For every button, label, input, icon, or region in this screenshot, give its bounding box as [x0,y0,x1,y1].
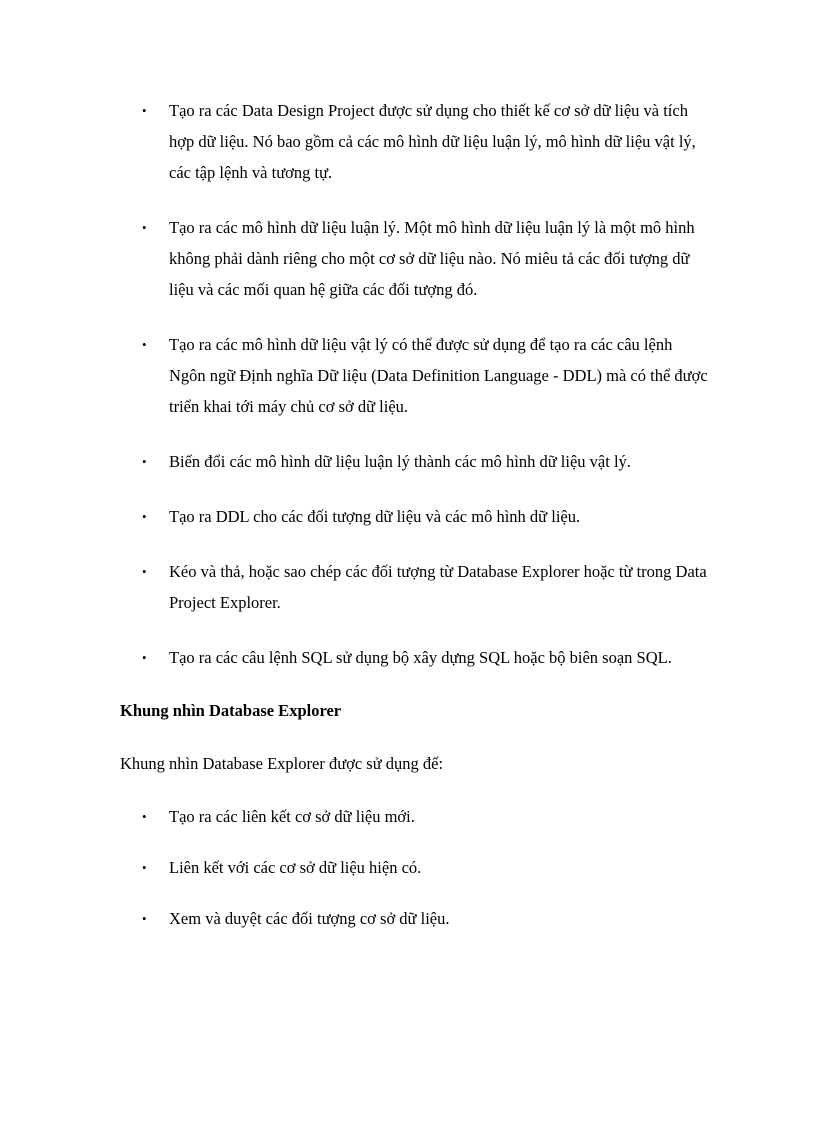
list-item [120,501,710,532]
list-item-text: Tạo ra các liên kết cơ sở dữ liệu mới. [169,807,415,826]
bullet-icon: • [142,220,147,235]
section-intro: Khung nhìn Database Explorer được sử dụng để: [120,754,444,773]
bullet-icon: • [142,103,147,118]
section-heading: Khung nhìn Database Explorer [120,701,342,720]
bullet-icon: • [142,809,147,824]
bullet-icon: • [142,454,147,469]
list-item [120,801,710,832]
list-item-text: Liên kết với các cơ sở dữ liệu hiện có. [169,858,422,877]
list-item-text: Tạo ra các mô hình dữ liệu vật lý có thể được sử dụng để tạo ra các câu lệnh Ngôn ngữ Định nghĩa Dữ liệu (Data Definition Language - DDL) mà có thể được triển khai tới máy chủ cơ sở dữ liệu. [169,335,708,416]
feature-bullet-list [120,95,710,673]
list-item [120,212,710,305]
list-item-text: Tạo ra các câu lệnh SQL sử dụng bộ xây dựng SQL hoặc bộ biên soạn SQL. [169,648,672,667]
list-item [120,903,710,934]
list-item-text: Tạo ra các Data Design Project được sử dụng cho thiết kế cơ sở dữ liệu và tích hợp dữ liệu. Nó bao gồm cả các mô hình dữ liệu luận lý, mô hình dữ liệu vật lý, các tập lệnh và tương tự. [169,101,696,182]
list-item-text: Tạo ra các mô hình dữ liệu luận lý. Một mô hình dữ liệu luận lý là một mô hình không phải dành riêng cho một cơ sở dữ liệu nào. Nó miêu tả các đối tượng dữ liệu và các mối quan hệ giữa các đối tượng đó. [169,218,695,299]
list-item [120,556,710,618]
list-item [120,95,710,188]
bullet-icon: • [142,650,147,665]
list-item-text: Xem và duyệt các đối tượng cơ sở dữ liệu. [169,909,450,928]
list-item [120,446,710,477]
bullet-icon: • [142,911,147,926]
bullet-icon: • [142,860,147,875]
bullet-icon: • [142,509,147,524]
bullet-icon: • [142,564,147,579]
list-item [120,329,710,422]
list-item-text: Biến đổi các mô hình dữ liệu luận lý thành các mô hình dữ liệu vật lý. [169,452,631,471]
list-item [120,642,710,673]
bullet-icon: • [142,337,147,352]
database-explorer-bullet-list [120,801,710,934]
list-item-text: Kéo và thả, hoặc sao chép các đối tượng từ Database Explorer hoặc từ trong Data Project Explorer. [169,562,707,612]
list-item [120,852,710,883]
list-item-text: Tạo ra DDL cho các đối tượng dữ liệu và các mô hình dữ liệu. [169,507,581,526]
document-body [120,95,710,934]
